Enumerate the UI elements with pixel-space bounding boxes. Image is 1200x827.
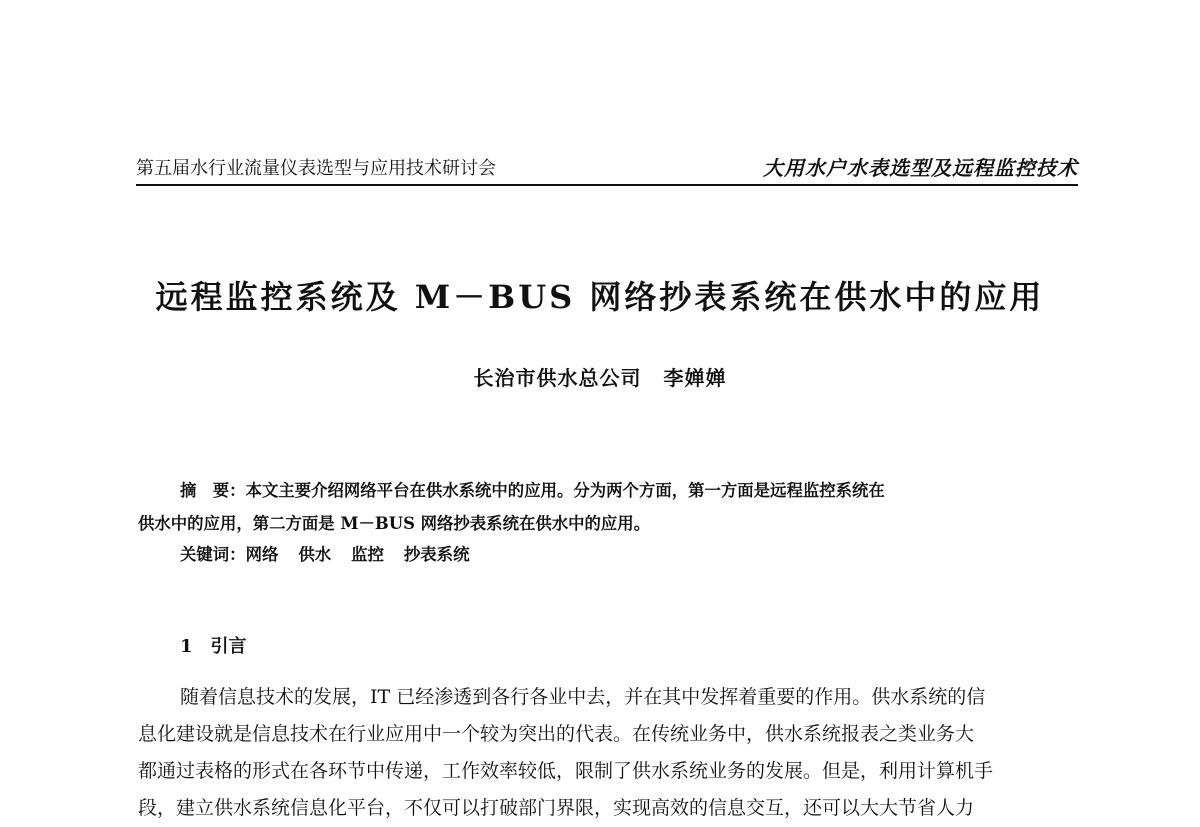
keyword: 监控 <box>351 545 384 564</box>
author-organization: 长治市供水总公司 <box>473 366 642 390</box>
paper-title: 远程监控系统及 M－BUS 网络抄表系统在供水中的应用 <box>155 278 1045 316</box>
section-title: 引言 <box>210 636 247 657</box>
abstract <box>138 474 1078 540</box>
keywords-label: 关键词： <box>180 545 246 564</box>
paragraph-line: 都通过表格的形式在各环节中传递，工作效率较低，限制了供水系统业务的发展。但是，利用计算机手 <box>138 760 994 782</box>
abstract-text-1: 本文主要介绍网络平台在供水系统中的应用。分为两个方面，第一方面是远程监控系统在 <box>245 481 885 500</box>
paragraph-line: 段，建立供水系统信息化平台，不仅可以打破部门界限，实现高效的信息交互，还可以大大节省人力 <box>138 797 975 819</box>
author-line <box>0 362 1200 391</box>
abstract-label: 摘 要： <box>180 481 246 500</box>
body-paragraph <box>138 679 1078 827</box>
keyword: 抄表系统 <box>403 545 470 564</box>
paragraph-line: 随着信息技术的发展，IT 已经渗透到各行各业中去，并在其中发挥着重要的作用。供水系统的信 <box>180 686 986 708</box>
keyword: 供水 <box>298 545 332 564</box>
paragraph-line: 息化建设就是信息技术在行业应用中一个较为突出的代表。在传统业务中，供水系统报表之类业务大 <box>138 723 975 745</box>
running-header <box>136 152 1078 186</box>
section-topic: 大用水户水表选型及远程监控技术 <box>763 156 1078 180</box>
author-name: 李婵婵 <box>663 366 727 390</box>
conference-name: 第五届水行业流量仪表选型与应用技术研讨会 <box>136 158 496 179</box>
section-heading <box>180 632 247 658</box>
abstract-line <box>138 474 1078 507</box>
section-number: 1 <box>180 636 193 657</box>
keyword: 网络 <box>245 545 279 564</box>
abstract-text-2: 供水中的应用，第二方面是 M－BUS 网络抄表系统在供水中的应用。 <box>138 514 651 533</box>
keywords <box>180 541 489 565</box>
